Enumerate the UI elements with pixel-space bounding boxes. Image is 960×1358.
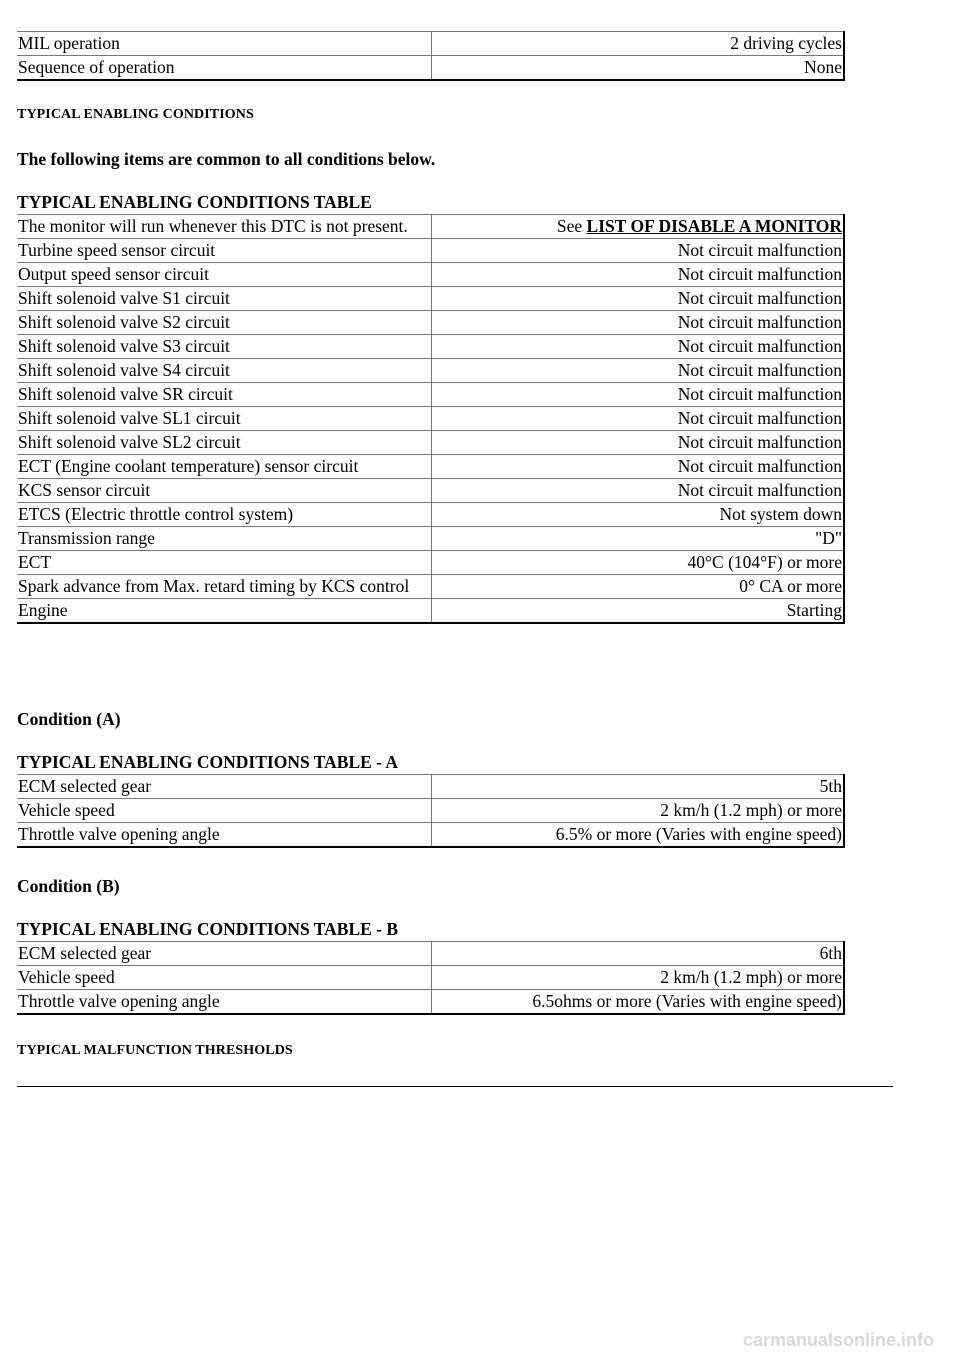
table-row bbox=[17, 311, 844, 335]
table-row bbox=[17, 799, 844, 823]
row-label: Shift solenoid valve SL2 circuit bbox=[17, 431, 432, 455]
table-row bbox=[17, 551, 844, 575]
table-row bbox=[17, 575, 844, 599]
row-value: Not circuit malfunction bbox=[432, 287, 845, 311]
row-value: "D" bbox=[432, 527, 845, 551]
row-label: Shift solenoid valve SL1 circuit bbox=[17, 407, 432, 431]
row-value: 5th bbox=[432, 775, 845, 799]
row-value: Not circuit malfunction bbox=[432, 479, 845, 503]
row-value: Not circuit malfunction bbox=[432, 311, 845, 335]
condition-b-heading: Condition (B) bbox=[17, 876, 120, 896]
table-row bbox=[17, 383, 844, 407]
row-label: Spark advance from Max. retard timing by KCS control bbox=[17, 575, 432, 599]
table-a-title: TYPICAL ENABLING CONDITIONS TABLE - A bbox=[17, 752, 399, 772]
table-row bbox=[17, 287, 844, 311]
row-value: Not circuit malfunction bbox=[432, 335, 845, 359]
table-row bbox=[17, 455, 844, 479]
enabling-conditions-heading: TYPICAL ENABLING CONDITIONS bbox=[17, 107, 254, 122]
table-row bbox=[17, 942, 844, 966]
see-prefix: See bbox=[556, 216, 587, 236]
row-label: ETCS (Electric throttle control system) bbox=[17, 503, 432, 527]
row-value: None bbox=[432, 56, 845, 81]
row-label: Throttle valve opening angle bbox=[17, 990, 432, 1015]
table-row bbox=[17, 479, 844, 503]
row-value: 6th bbox=[432, 942, 845, 966]
table-row bbox=[17, 32, 844, 56]
row-label: Shift solenoid valve S1 circuit bbox=[17, 287, 432, 311]
row-value: Not circuit malfunction bbox=[432, 239, 845, 263]
row-value: 2 km/h (1.2 mph) or more bbox=[432, 799, 845, 823]
enabling-conditions-table bbox=[17, 214, 845, 624]
row-label: Shift solenoid valve S3 circuit bbox=[17, 335, 432, 359]
row-label: Vehicle speed bbox=[17, 966, 432, 990]
page-divider bbox=[17, 1086, 893, 1087]
row-label: ECM selected gear bbox=[17, 942, 432, 966]
row-value bbox=[432, 215, 845, 239]
table-row bbox=[17, 56, 844, 81]
row-value: Not circuit malfunction bbox=[432, 407, 845, 431]
row-value: 40°C (104°F) or more bbox=[432, 551, 845, 575]
table-row bbox=[17, 966, 844, 990]
table-row bbox=[17, 335, 844, 359]
row-label: Engine bbox=[17, 599, 432, 624]
row-value: 2 km/h (1.2 mph) or more bbox=[432, 966, 845, 990]
table-row bbox=[17, 407, 844, 431]
row-label: Transmission range bbox=[17, 527, 432, 551]
row-value: Not circuit malfunction bbox=[432, 263, 845, 287]
watermark: carmanualsonline.info bbox=[742, 1330, 934, 1350]
table-row bbox=[17, 503, 844, 527]
table-row bbox=[17, 527, 844, 551]
row-label: ECT bbox=[17, 551, 432, 575]
row-label: ECT (Engine coolant temperature) sensor circuit bbox=[17, 455, 432, 479]
conditions-table-a bbox=[17, 774, 845, 848]
row-value: 0° CA or more bbox=[432, 575, 845, 599]
table-row bbox=[17, 990, 844, 1015]
row-label: The monitor will run whenever this DTC is not present. bbox=[17, 215, 432, 239]
table-row bbox=[17, 823, 844, 848]
row-label: Vehicle speed bbox=[17, 799, 432, 823]
table-b-title: TYPICAL ENABLING CONDITIONS TABLE - B bbox=[17, 919, 399, 939]
disable-monitor-link[interactable]: LIST OF DISABLE A MONITOR bbox=[586, 216, 842, 236]
condition-a-heading: Condition (A) bbox=[17, 709, 121, 729]
row-value: Starting bbox=[432, 599, 845, 624]
table-row bbox=[17, 263, 844, 287]
table-row bbox=[17, 775, 844, 799]
row-label: KCS sensor circuit bbox=[17, 479, 432, 503]
row-label: Shift solenoid valve S4 circuit bbox=[17, 359, 432, 383]
table-row bbox=[17, 431, 844, 455]
row-value: Not circuit malfunction bbox=[432, 431, 845, 455]
malfunction-thresholds-heading: TYPICAL MALFUNCTION THRESHOLDS bbox=[17, 1043, 293, 1058]
row-value: Not circuit malfunction bbox=[432, 359, 845, 383]
row-label: Sequence of operation bbox=[17, 56, 432, 81]
row-label: ECM selected gear bbox=[17, 775, 432, 799]
row-label: Output speed sensor circuit bbox=[17, 263, 432, 287]
common-note: The following items are common to all conditions below. bbox=[17, 149, 436, 169]
row-label: Shift solenoid valve SR circuit bbox=[17, 383, 432, 407]
table-row bbox=[17, 599, 844, 624]
main-table-title: TYPICAL ENABLING CONDITIONS TABLE bbox=[17, 192, 372, 212]
row-value: Not circuit malfunction bbox=[432, 455, 845, 479]
table-row bbox=[17, 215, 844, 239]
row-value: Not circuit malfunction bbox=[432, 383, 845, 407]
row-value: 6.5% or more (Varies with engine speed) bbox=[432, 823, 845, 848]
row-value: 2 driving cycles bbox=[432, 32, 845, 56]
row-label: Throttle valve opening angle bbox=[17, 823, 432, 848]
row-value: 6.5ohms or more (Varies with engine speed) bbox=[432, 990, 845, 1015]
row-value: Not system down bbox=[432, 503, 845, 527]
row-label: Shift solenoid valve S2 circuit bbox=[17, 311, 432, 335]
conditions-table-b bbox=[17, 941, 845, 1015]
table-row bbox=[17, 239, 844, 263]
table-row bbox=[17, 359, 844, 383]
operation-table bbox=[17, 31, 845, 81]
row-label: Turbine speed sensor circuit bbox=[17, 239, 432, 263]
row-label: MIL operation bbox=[17, 32, 432, 56]
